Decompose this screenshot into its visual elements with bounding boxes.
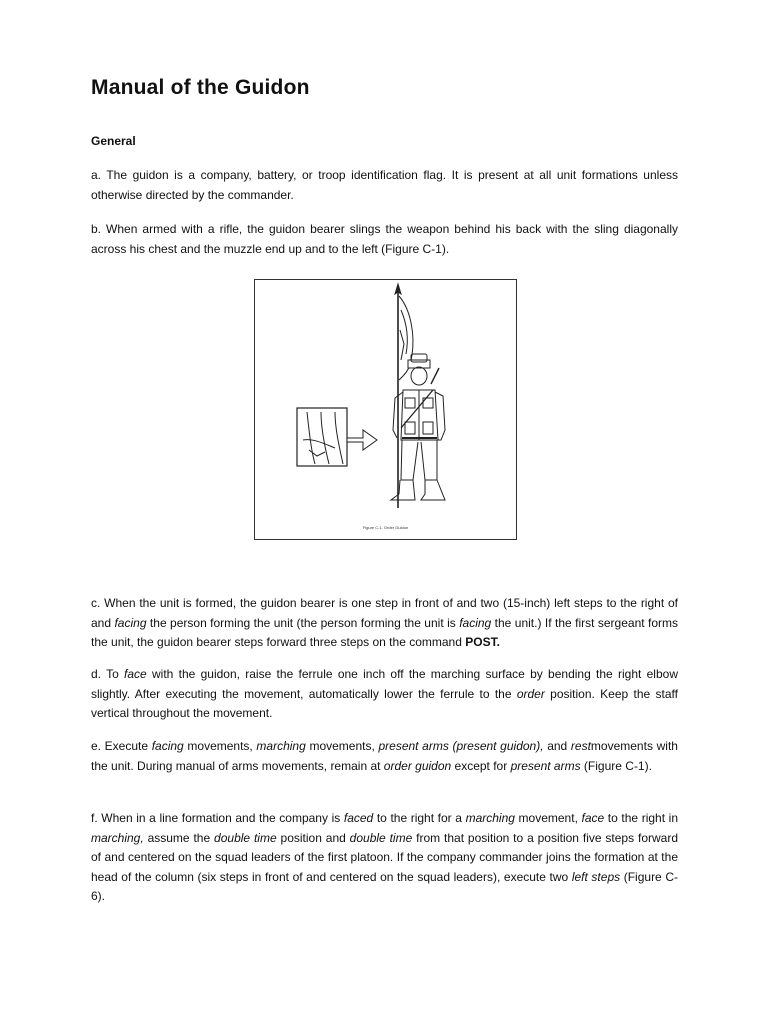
text-run: facing	[459, 615, 492, 630]
text-run: rest	[570, 739, 591, 753]
text-run: c. When the unit is formed, the guidon bearer is one step in front of and two (15-inch) left steps to the right of and	[91, 596, 678, 630]
text-run: the person forming the unit (the person forming the unit is	[146, 615, 460, 630]
paragraph-b: b. When armed with a rifle, the guidon bearer slings the weapon behind his back with the sling diagonally across his chest and the muzzle end up and to the left (Figure C-1).	[91, 222, 678, 256]
paragraph-a: a. The guidon is a company, battery, or troop identification flag. It is present at all unit formations unless otherwise directed by the commander.	[91, 168, 678, 202]
text-run: facing	[151, 739, 184, 753]
text-run: order guidon	[383, 758, 452, 773]
text-run: movements,	[305, 739, 379, 753]
text-run: movements,	[183, 739, 257, 753]
text-run: and	[543, 739, 571, 753]
paragraph-f	[91, 809, 678, 907]
text-run: e. Execute	[91, 739, 152, 753]
text-run: assume the	[143, 830, 215, 845]
text-run: movements with the unit. During manual of arms movements, remain at	[91, 739, 678, 773]
text-run: except for	[451, 758, 511, 773]
text-run: left steps	[571, 869, 621, 884]
text-run: double time	[214, 830, 277, 845]
text-run: marching	[465, 811, 515, 825]
text-run: order	[516, 686, 545, 701]
text-run: f. When in a line formation and the company is	[91, 811, 344, 825]
guidon-bearer-illustration	[255, 280, 518, 541]
text-run: facing	[114, 615, 147, 630]
text-run: the unit.) If the first sergeant forms the unit, the guidon bearer steps forward three steps on the command	[91, 615, 679, 649]
text-run: movement,	[514, 811, 582, 825]
section-heading: General	[91, 134, 136, 148]
text-run: faced	[343, 811, 374, 825]
figure-caption: Figure C-1. Order Guidon	[362, 525, 409, 530]
text-run: double time	[349, 830, 413, 845]
text-run: from that position to a position five steps forward of and centered on the squad leaders of the first platoon. If the company commander joins the formation at the head of the column (six steps in front of and centered on the squad leaders), execute two	[91, 830, 678, 884]
page-title: Manual of the Guidon	[91, 76, 310, 99]
text-run: (Figure C-6).	[91, 869, 678, 903]
text-run: to the right in	[604, 811, 679, 825]
text-run: to the right for a	[373, 811, 466, 825]
text-run: with the guidon, raise the ferrule one inch off the marching surface by bending the right elbow slightly. After executing the movement, automatically lower the ferrule to the	[91, 667, 678, 701]
text-run: marching,	[91, 830, 144, 845]
text-run: POST.	[465, 635, 500, 649]
text-run: present arms (present guidon),	[378, 739, 544, 753]
text-run: face	[124, 667, 147, 681]
text-run: d. To	[91, 667, 125, 681]
text-run: position. Keep the staff vertical throughout the movement.	[91, 686, 678, 720]
text-run: position and	[276, 830, 350, 845]
text-run: present arms	[510, 758, 581, 773]
figure-order-guidon	[254, 279, 517, 540]
text-run: (Figure C-1).	[580, 758, 652, 773]
text-run: marching	[256, 739, 306, 753]
paragraph-d	[91, 665, 678, 724]
paragraph-e	[91, 737, 678, 776]
text-run: face	[581, 811, 605, 825]
paragraph-c	[91, 594, 678, 653]
